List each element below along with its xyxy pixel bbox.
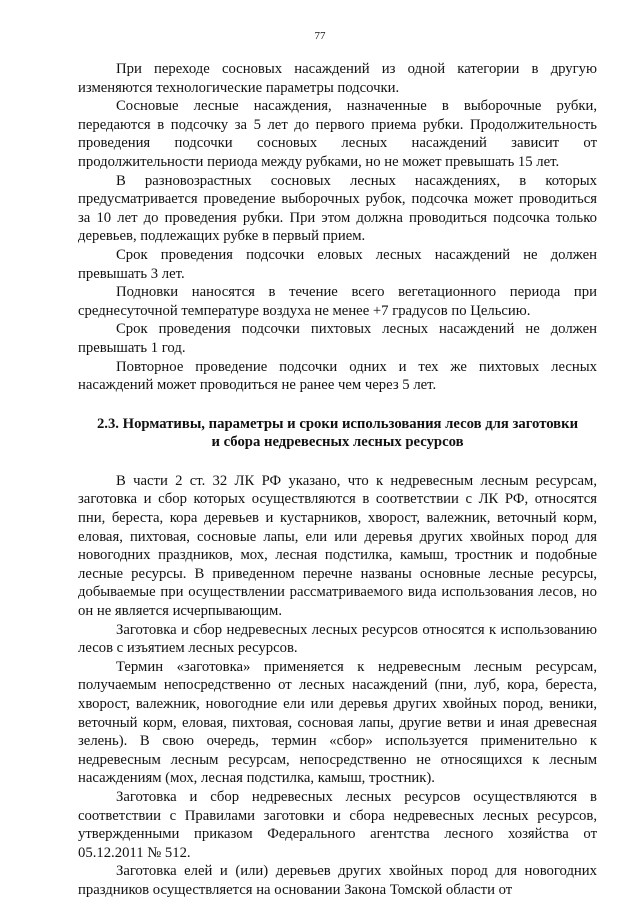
paragraph: Повторное проведение подсочки одних и тех же пихтовых лесных насаждений может проводиться не ранее чем через 5 лет. — [78, 358, 597, 394]
paragraph: Заготовка и сбор недревесных лесных ресурсов осуществляются в соответствии с Правилами заготовки и сбора недревесных лесных ресурсов, утвержденными приказом Федерального агентства лесного хозяйства от 05.12.2011 № 512. — [78, 788, 597, 861]
page-number: 77 — [314, 30, 326, 42]
paragraph: При переходе сосновых насаждений из одной категории в другую изменяются технологические параметры подсочки. — [78, 61, 597, 96]
paragraph: Срок проведения подсочки еловых лесных насаждений не должен превышать 3 лет. — [78, 246, 597, 282]
paragraph: Подновки наносятся в течение всего вегетационного периода при среднесуточной температуре воздуха не менее +7 градусов по Цельсию. — [78, 284, 597, 319]
paragraph: Термин «заготовка» применяется к недревесным лесным ресурсам, получаемым непосредственно от лесных насаждений (пни, луб, кора, береста, хворост, валежник, новогодние ели или деревья других хвойных пород, веники, веточный корм, еловая, пихтовая, сосновая лапы, другие ветви и иная древесная зелень). В свою очередь, термин «сбор» используется применительно к недревесным лесным ресурсам, непосредственно не относящихся к лесным насаждениям (мох, лесная подстилка, камыш, тростник). — [78, 658, 597, 787]
body-text — [78, 60, 597, 900]
paragraph: В части 2 ст. 32 ЛК РФ указано, что к недревесным лесным ресурсам, заготовка и сбор которых осуществляются в соответствии с ЛК РФ, относятся пни, береста, кора деревьев и кустарников, хворост, валежник, веточный корм, еловая, пихтовая, сосновые лапы, ели или деревья других хвойных пород для новогодних праздников, мох, лесная подстилка, камыш, тростник и подобные лесные ресурсы. В приведенном перечне названы основные лесные ресурсы, добываемые при осуществлении рассматриваемого вида использования лесов, но он не является исчерпывающим. — [78, 472, 597, 620]
paragraph: Заготовка и сбор недревесных лесных ресурсов относятся к использованию лесов с изъятием лесных ресурсов. — [78, 621, 597, 657]
section-heading: 2.3. Нормативы, параметры и сроки использования лесов для заготовки и сбора недревесных лесных ресурсов — [96, 415, 579, 451]
paragraph: Срок проведения подсочки пихтовых лесных насаждений не должен превышать 1 год. — [78, 321, 597, 356]
paragraph: Заготовка елей и (или) деревьев других хвойных пород для новогодних праздников осуществляется на основании Закона Томской области от — [78, 863, 597, 898]
paragraph: Сосновые лесные насаждения, назначенные в выборочные рубки, передаются в подсочку за 5 лет до первого приема рубки. Продолжительность проведения подсочки сосновых лесных насаждений зависит от продолжительности периода между рубками, но не может превышать 15 лет. — [78, 98, 597, 170]
paragraph: В разновозрастных сосновых лесных насаждениях, в которых предусматривается проведение выборочных рубок, подсочка может проводиться за 10 лет до проведения рубки. При этом должна проводиться подсочка только деревьев, подлежащих рубке в первый прием. — [78, 172, 597, 245]
